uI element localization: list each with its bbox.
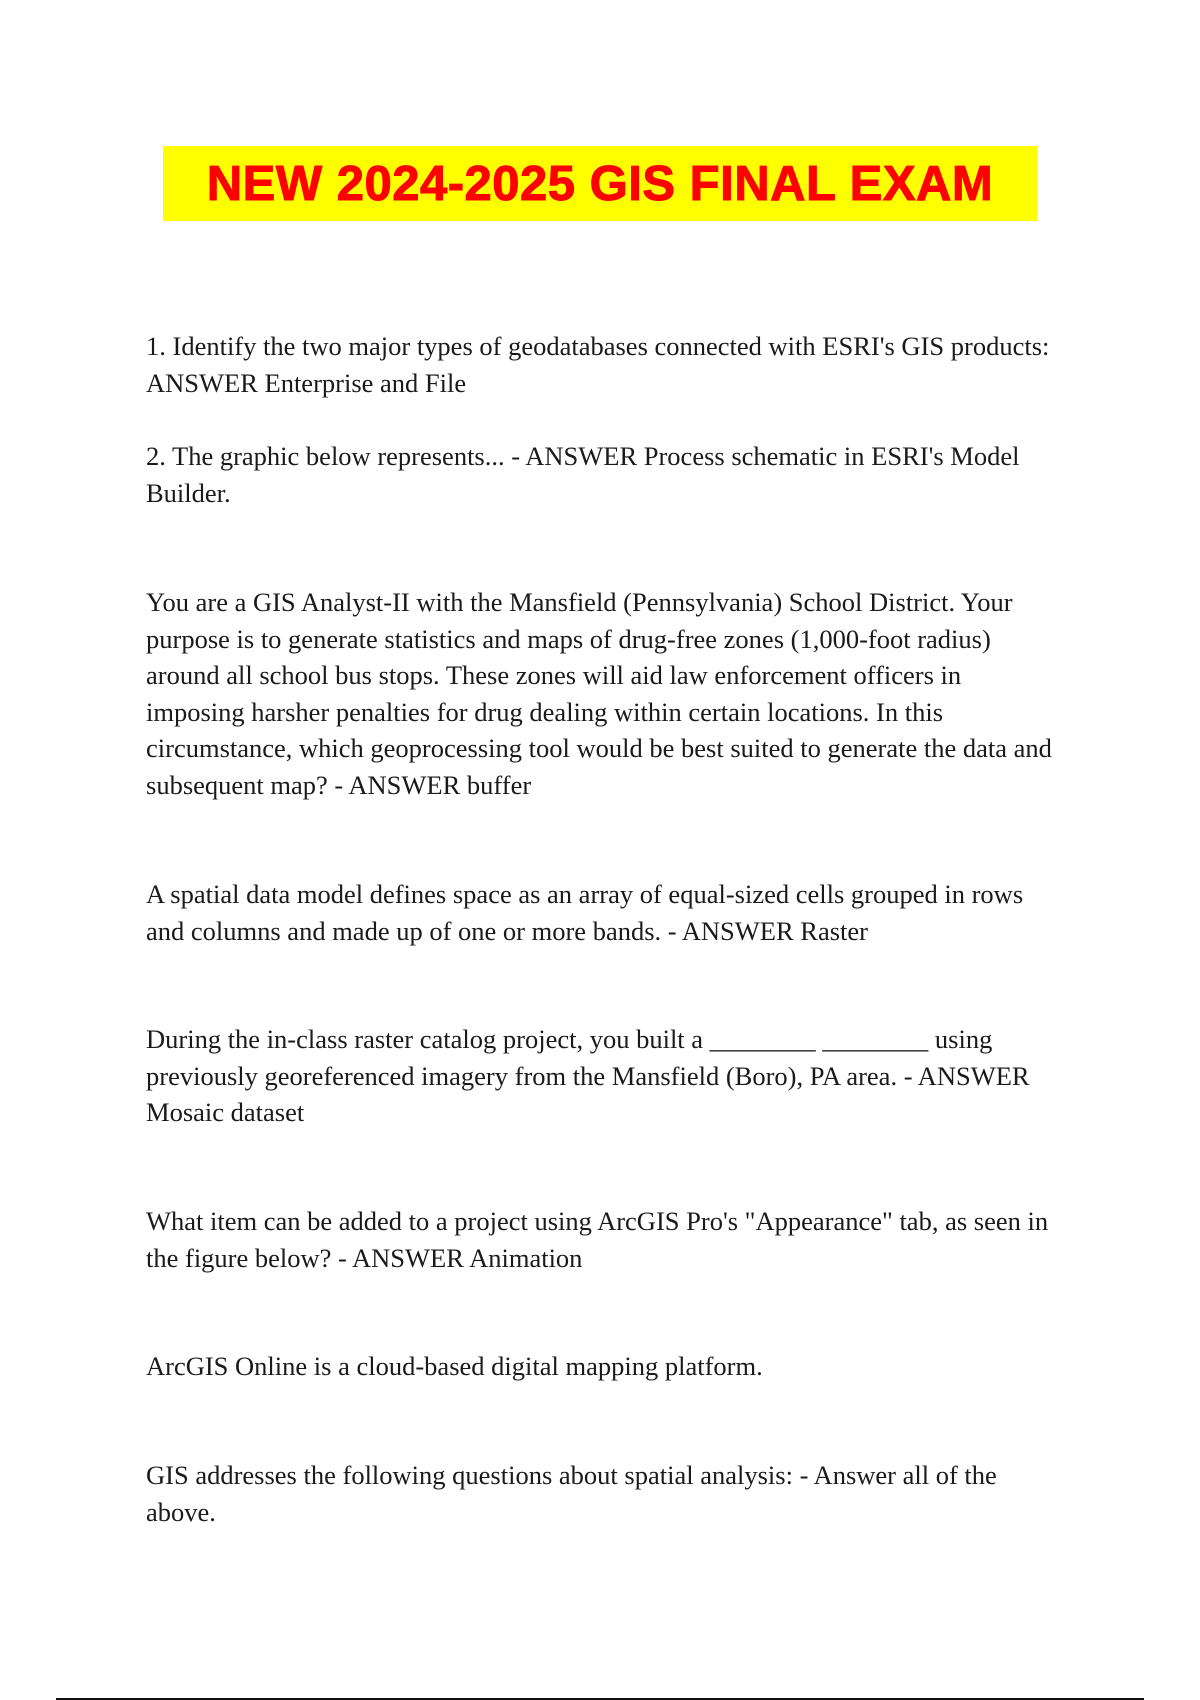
question-1: 1. Identify the two major types of geodatabases connected with ESRI's GIS products: ANSWER Enterprise and File (146, 331, 1050, 398)
question-4: A spatial data model defines space as an array of equal-sized cells grouped in rows and columns and made up of one or more bands. - ANSWER Raster (146, 879, 1024, 946)
question-3: You are a GIS Analyst-II with the Mansfield (Pennsylvania) School District. Your purpose is to generate statistics and maps of drug-free zones (1,000-foot radius) around all school bus stops. These zones will aid law enforcement officers in imposing harsher penalties for drug dealing within certain locations. In this circumstance, which geoprocessing tool would be best suited to generate the data and subsequent map? - ANSWER buffer (146, 587, 1052, 800)
page-title: NEW 2024-2025 GIS FINAL EXAM (206, 156, 994, 211)
question-2: 2. The graphic below represents... - ANSWER Process schematic in ESRI's Model Builder. (146, 441, 1020, 508)
question-6: What item can be added to a project using ArcGIS Pro's "Appearance" tab, as seen in the figure below? - ANSWER Animation (146, 1206, 1049, 1273)
question-8: GIS addresses the following questions about spatial analysis: - Answer all of the above. (146, 1460, 997, 1527)
question-7: ArcGIS Online is a cloud-based digital mapping platform. (146, 1351, 763, 1381)
question-5: During the in-class raster catalog project, you built a ________ ________ using previously georeferenced imagery from the Mansfield (Boro), PA area. - ANSWER Mosaic dataset (146, 1024, 1030, 1127)
title-highlight (163, 146, 1037, 221)
